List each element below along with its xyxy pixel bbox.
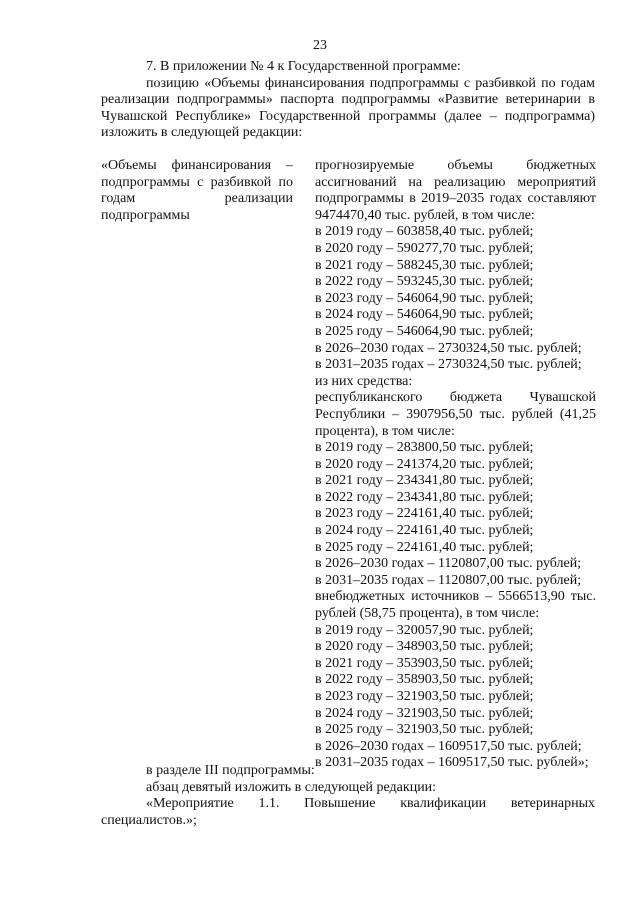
- intro-instruction: позицию «Объемы финансирования подпрограммы с разбивкой по годам реализации подпрограммы» паспорта подпрограммы «Развитие ветеринарии в Чувашской Республике» Государственной программы (далее – подпрограмма) изложить в следующей редакции:: [101, 75, 595, 141]
- list-item: в 2025 году – 546064,90 тыс. рублей;: [315, 323, 534, 339]
- list-item: в 2020 году – 590277,70 тыс. рублей;: [315, 240, 534, 256]
- intro-section: [101, 59, 595, 142]
- list-item: в 2022 году – 358903,50 тыс. рублей;: [315, 672, 534, 688]
- list-item: в 2022 году – 234341,80 тыс. рублей;: [315, 489, 534, 505]
- list-item: в 2021 году – 353903,50 тыс. рублей;: [315, 655, 534, 671]
- list-item: в 2020 году – 348903,50 тыс. рублей;: [315, 639, 534, 655]
- list-item: в 2031–2035 годах – 2730324,50 тыс. рублей;: [315, 357, 582, 373]
- list-item: в 2025 году – 224161,40 тыс. рублей;: [315, 539, 534, 555]
- paragraph-instruction: абзац девятый изложить в следующей редакции:: [146, 779, 437, 795]
- list-item: в 2026–2030 годах – 2730324,50 тыс. рублей;: [315, 340, 582, 356]
- extra-years-list: [315, 623, 596, 772]
- list-item: в 2025 году – 321903,50 тыс. рублей;: [315, 722, 534, 738]
- republic-budget-text: республиканского бюджета Чувашской Республики – 3907956,50 тыс. рублей (41,25 процента), в том числе:: [315, 390, 596, 439]
- list-item: в 2019 году – 603858,40 тыс. рублей;: [315, 224, 534, 240]
- outro-section: [101, 763, 595, 829]
- list-item: в 2026–2030 годах – 1120807,00 тыс. рублей;: [315, 556, 582, 572]
- section-reference: в разделе III подпрограммы:: [146, 763, 315, 778]
- list-item: в 2022 году – 593245,30 тыс. рублей;: [315, 274, 534, 290]
- list-item: в 2021 году – 234341,80 тыс. рублей;: [315, 473, 534, 489]
- list-item: в 2019 году – 283800,50 тыс. рублей;: [315, 440, 534, 456]
- list-item: в 2023 году – 546064,90 тыс. рублей;: [315, 290, 534, 306]
- total-funding-text: прогнозируемые объемы бюджетных ассигнований на реализацию мероприятий подпрограммы в 2019–2035 годах составляют 9474470,40 тыс. рублей, в том числе:: [315, 158, 596, 223]
- list-item: в 2024 году – 224161,40 тыс. рублей;: [315, 523, 534, 539]
- list-item: в 2031–2035 годах – 1120807,00 тыс. рублей;: [315, 572, 582, 588]
- position-value-cell: [315, 158, 596, 772]
- list-item: в 2031–2035 годах – 1609517,50 тыс. рублей»;: [315, 755, 589, 771]
- list-item: в 2021 году – 588245,30 тыс. рублей;: [315, 257, 534, 273]
- list-item: в 2024 году – 546064,90 тыс. рублей;: [315, 307, 534, 323]
- list-item: в 2020 году – 241374,20 тыс. рублей;: [315, 456, 534, 472]
- position-name-cell: «Объемы финансирования – подпрограммы с разбивкой по годам реализации подпрограммы: [101, 158, 293, 223]
- intro-item-heading: 7. В приложении № 4 к Государственной программе:: [146, 59, 461, 74]
- list-item: в 2019 году – 320057,90 тыс. рублей;: [315, 622, 534, 638]
- measure-text: «Мероприятие 1.1. Повышение квалификации ветеринарных специалистов.»;: [101, 796, 595, 828]
- list-item: в 2026–2030 годах – 1609517,50 тыс. рублей;: [315, 738, 582, 754]
- total-years-list: [315, 224, 596, 373]
- extra-budget-text: внебюджетных источников – 5566513,90 тыс. рублей (58,75 процента), в том числе:: [315, 589, 596, 622]
- of-which-label: из них средства:: [315, 373, 413, 389]
- republic-years-list: [315, 440, 596, 589]
- list-item: в 2024 году – 321903,50 тыс. рублей;: [315, 705, 534, 721]
- list-item: в 2023 году – 321903,50 тыс. рублей;: [315, 689, 534, 704]
- list-item: в 2023 году – 224161,40 тыс. рублей;: [315, 506, 534, 522]
- page-number: 23: [313, 38, 327, 53]
